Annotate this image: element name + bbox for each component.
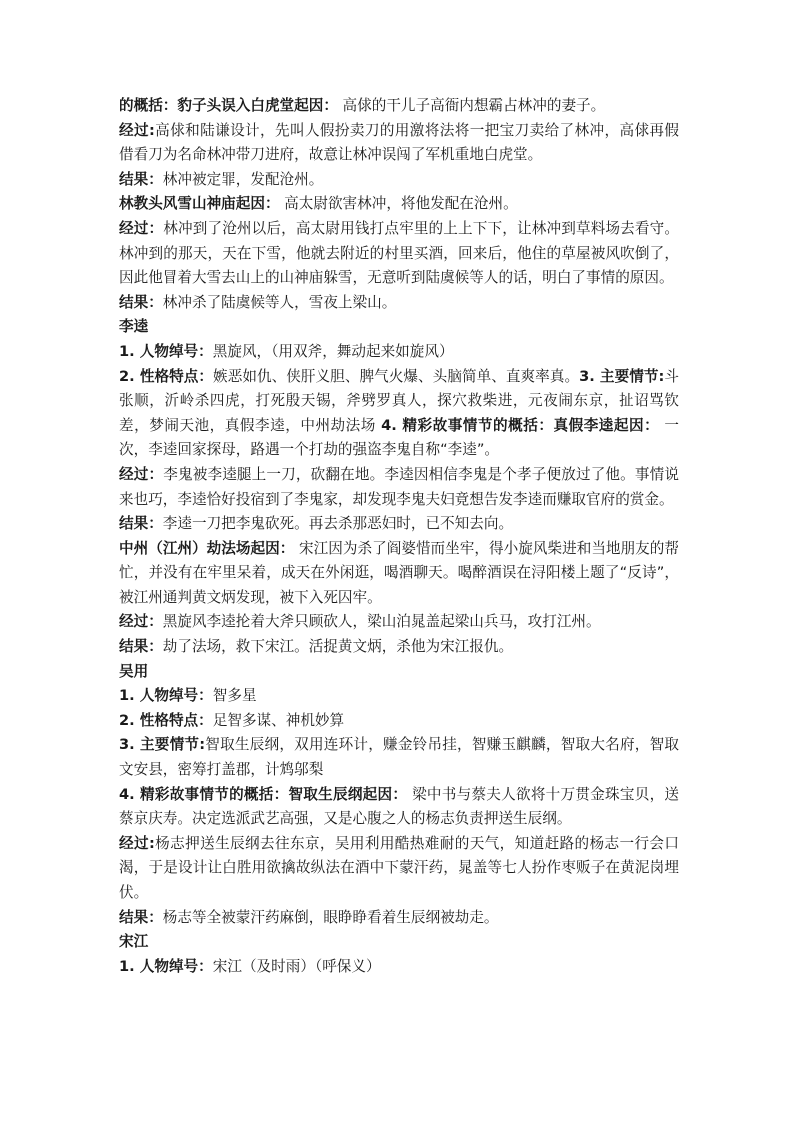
bold-label: 3. 主要情节: <box>119 736 206 754</box>
bold-label: 结果： <box>119 170 163 188</box>
paragraph <box>119 291 679 316</box>
bold-label: 1. 人物绰号： <box>119 957 213 975</box>
paragraph <box>119 955 679 980</box>
paragraph <box>119 192 679 217</box>
paragraph <box>119 365 679 463</box>
bold-label: 中州（江州）劫法场起因： <box>119 539 295 557</box>
body-text: 高俅的干儿子高衙内想霸占林冲的妻子。 <box>337 97 606 114</box>
bold-label: 经过： <box>119 219 164 237</box>
paragraph <box>119 660 679 685</box>
body-text: 宋江（及时雨）（呼保义） <box>212 957 381 975</box>
bold-label: 李逵 <box>119 318 149 336</box>
bold-label: 吴用 <box>119 662 149 680</box>
bold-label: 林教头风雪山神庙起因： <box>119 195 280 213</box>
paragraph <box>119 512 679 537</box>
body-text: 黑旋风李逵抡着大斧只顾砍人，梁山泊晁盖起梁山兵马，攻打江州。 <box>162 613 601 631</box>
paragraph <box>119 635 679 660</box>
body-text: 黑旋风，（用双斧，舞动起来如旋风） <box>212 342 454 360</box>
paragraph <box>119 119 679 168</box>
bold-label: 4. 精彩故事情节的概括：智取生辰纲起因： <box>119 785 408 803</box>
body-text: 足智多谋、神机妙算 <box>212 711 345 729</box>
body-text: 高太尉欲害林冲，将他发配在沧州。 <box>279 195 518 213</box>
bold-label: 经过: <box>119 834 155 852</box>
body-text: 智取生辰纲，双用连环计，赚金铃吊挂，智赚玉麒麟，智取大名府，智取文安县，密筹打盖郡，计鸩邬梨 <box>119 736 679 779</box>
body-text: 林冲杀了陆虞候等人，雪夜上梁山。 <box>162 293 397 311</box>
paragraph <box>119 930 679 955</box>
bold-label: 经过: <box>119 121 155 139</box>
paragraph <box>119 537 679 611</box>
paragraph <box>119 783 679 832</box>
body-text: 斗张顺，沂岭杀四虎，打死殷天锡，斧劈罗真人，探穴救柴进，元夜闹东京，扯诏骂钦差，梦闹天池，真假李逵，中州劫法场 <box>119 367 679 434</box>
bold-label: 结果： <box>119 638 163 656</box>
paragraph <box>119 94 679 119</box>
bold-label: 2. 性格特点： <box>119 367 214 385</box>
paragraph <box>119 832 679 906</box>
paragraph <box>119 340 679 365</box>
bold-label: 经过： <box>119 465 164 483</box>
body-text: 杨志押送生辰纲去往东京，吴用利用酷热难耐的天气，知道赶路的杨志一行会口渴，于是设计让白胜用欲擒故纵法在酒中下蒙汗药，晁盖等七人扮作枣贩子在黄泥岗埋伏。 <box>119 834 679 901</box>
paragraph <box>119 684 679 709</box>
bold-label: 4. 精彩故事情节的概括：真假李逵起因： <box>381 416 660 434</box>
body-text: 宋江因为杀了阎婆惜而坐牢，得小旋风柴进和当地朋友的帮忙，并没有在牢里呆着，成天在外闲逛，喝酒聊天。喝醉酒误在浔阳楼上题了“反诗”，被江州通判黄文炳发现，被下入死囚牢。 <box>119 539 679 606</box>
paragraph <box>119 906 679 931</box>
body-text: 林冲到了沧州以后，高太尉用钱打点牢里的上上下下，让林冲到草料场去看守。林冲到的那天，天在下雪，他就去附近的村里买酒，回来后，他住的草屋被风吹倒了，因此他冒着大雪去山上的山神庙躲雪，无意听到陆虞候等人的话，明白了事情的原因。 <box>119 219 679 287</box>
body-text: 李鬼被李逵腿上一刀，砍翻在地。李逵因相信李鬼是个孝子便放过了他。事情说来也巧，李逵恰好投宿到了李鬼家，却发现李鬼夫妇竟想告发李逵而赚取官府的赏金。 <box>119 465 679 508</box>
body-text: 林冲被定罪，发配沧州。 <box>162 170 324 188</box>
body-text: 劫了法场，救下宋江。活捉黄文炳，杀他为宋江报仇。 <box>162 638 514 656</box>
body-text: 一次，李逵回家探母，路遇一个打劫的强盗李鬼自称“李逵”。 <box>119 416 680 459</box>
paragraph <box>119 463 679 512</box>
body-text: 嫉恶如仇、侠肝义胆、脾气火爆、头脑简单、直爽率真。 <box>213 367 580 385</box>
bold-label: 结果： <box>119 908 163 926</box>
body-text: 杨志等全被蒙汗药麻倒，眼睁睁看着生辰纲被劫走。 <box>162 908 499 926</box>
body-text: 李逵一刀把李鬼砍死。再去杀那恶妇时，已不知去向。 <box>162 515 514 533</box>
bold-label: 1. 人物绰号： <box>119 687 213 705</box>
body-text: 高俅和陆谦设计，先叫人假扮卖刀的用激将法将一把宝刀卖给了林冲，高俅再假借看刀为名命林冲带刀进府，故意让林冲误闯了军机重地白虎堂。 <box>119 121 679 164</box>
paragraph <box>119 733 679 782</box>
bold-label: 2. 性格特点： <box>119 711 213 729</box>
document-page <box>119 94 679 979</box>
body-text: 梁中书与蔡夫人欲将十万贯金珠宝贝，送蔡京庆寿。决定选派武艺高强，又是心腹之人的杨志负责押送生辰纲。 <box>119 785 680 828</box>
bold-label: 结果： <box>119 515 163 533</box>
bold-label: 结果： <box>119 293 163 311</box>
body-text: 智多星 <box>212 687 257 705</box>
paragraph <box>119 315 679 340</box>
bold-label: 经过： <box>119 613 163 631</box>
paragraph <box>119 168 679 193</box>
bold-label: 的概括：豹子头误入白虎堂起因： <box>119 97 338 114</box>
bold-label: 1. 人物绰号： <box>119 342 213 360</box>
bold-label: 3. 主要情节: <box>579 367 665 385</box>
bold-label: 宋江 <box>119 933 149 951</box>
paragraph <box>119 610 679 635</box>
paragraph <box>119 217 679 291</box>
paragraph <box>119 709 679 734</box>
